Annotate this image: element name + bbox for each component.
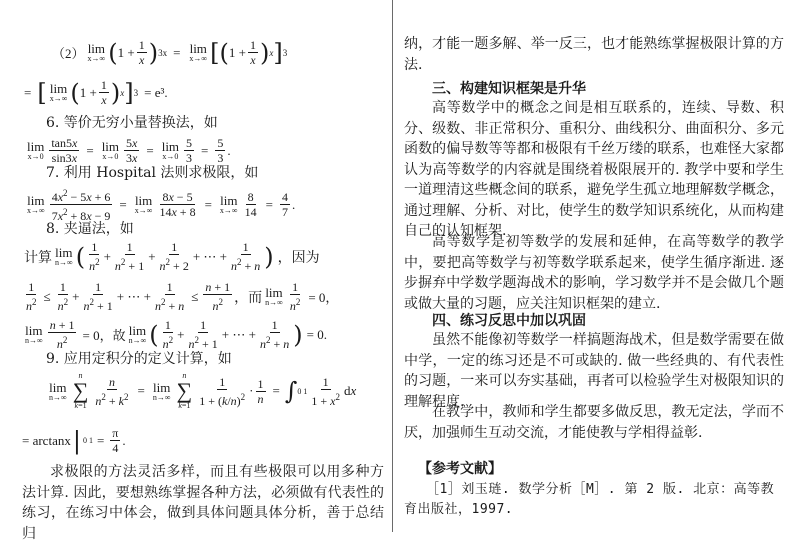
frac-8a-1: $\frac{1}{n^2}$ xyxy=(89,240,100,273)
lim-7a: lim x→∞ xyxy=(27,193,45,215)
equation-2-result: = e³. xyxy=(144,84,168,100)
frac-8b-3: $\frac{1}{n^2 + 1}$ xyxy=(83,280,113,313)
lim-sub-2: x→∞ xyxy=(189,54,208,63)
bracket-open: [ xyxy=(210,38,220,67)
lim-9a: lim n→∞ xyxy=(49,379,67,402)
section-4-paragraph-a: 虽然不能像初等数学一样搞题海战术，但是数学需要在做中学，一定的练习还是不可或缺的. 做一些经典的、有代表性的习题，一来可以夯实基础，再者可以检验学生对极限知识的理解程度. xyxy=(404,332,784,410)
frac-9b: $\frac{1}{1 + (k/n)^2}$ xyxy=(199,374,246,408)
eq-6c: = xyxy=(201,142,209,158)
equation-2-label: （2） xyxy=(52,46,85,61)
lim-6a: lim x→0 xyxy=(27,139,45,161)
exponent-3: 3 xyxy=(282,47,288,58)
item-6-formula xyxy=(24,136,231,165)
eq-7a: = xyxy=(119,196,127,212)
frac-7a: $\frac{4x^2 - 5x + 6}{7x^2 + 8x - 9}$ xyxy=(51,188,111,223)
item-8-inequality-line: $\frac{1}{n^2}$ ≤ $\frac{1}{n^2}$ + $\frac{1}{n^2 + 1}$ + ⋯ + $\frac{1}{n^2 + n}$ ≤ $\frac{n + 1}{n^2}$ ，而 lim n→∞ $\frac{1}{n^2}$ = 0， xyxy=(26,280,339,313)
frac-5-3-result: $\frac{5}{3}$ xyxy=(217,136,224,165)
item-7-heading: 7. 利用 Hospital 法则求极限，如 xyxy=(46,165,259,181)
bracket-open-2: [ xyxy=(37,78,47,107)
exponent-x: x xyxy=(269,47,274,58)
frac-8a-2: $\frac{1}{n^2 + 1}$ xyxy=(114,240,145,273)
lim-text: lim xyxy=(87,41,106,56)
item-8-heading: 8. 夹逼法，如 xyxy=(46,221,134,237)
lim-8a: lim n→∞ xyxy=(55,245,73,267)
exponent-3x: 3x xyxy=(158,47,168,58)
frac-8b-6: $\frac{1}{n^2}$ xyxy=(289,280,301,313)
item-9-result-line: = arctanx | 0 1 = $\frac{\pi}{4}$ . xyxy=(22,426,126,455)
equals-2: = xyxy=(24,84,32,100)
item-6-heading: 6. 等价无穷小量替换法，如 xyxy=(46,115,218,131)
frac-8c-3: $\frac{1}{n^2 + 1}$ xyxy=(188,318,218,351)
frac-8c-2: $\frac{1}{n^2}$ xyxy=(162,318,174,351)
paren-open-3: ( xyxy=(70,78,80,107)
exponent-x-2: x xyxy=(120,87,125,98)
sum-9b: n ∑ k=1 xyxy=(176,371,193,410)
item-8-ineq-end: = 0， xyxy=(308,290,339,305)
lim-7c: lim x→∞ xyxy=(219,193,238,215)
term-one: 1 + xyxy=(117,44,135,60)
equals: = xyxy=(173,44,181,60)
paren-close: ) xyxy=(148,38,159,67)
column-divider xyxy=(392,0,393,532)
lim-8c: lim n→∞ xyxy=(25,323,43,345)
paren-open: ( xyxy=(108,38,118,67)
frac-9a: $\frac{n}{n^2 + k^2}$ xyxy=(95,374,129,408)
item-9-formula: lim n→∞ n ∑ k=1 $\frac{n}{n^2 + k^2}$ = lim n→∞ n ∑ k=1 $\frac{1}{1 + (k/n)^2}$ · $\frac{1}{n}$ = ∫ 0 1 $\frac{1}{1 + x^2}$ dx xyxy=(49,371,357,410)
lim-6b-sub: x→0 xyxy=(102,152,119,161)
paren-open-2: ( xyxy=(219,38,229,67)
equation-2-line1 xyxy=(52,38,287,67)
item-9-heading: 9. 应用定积分的定义计算，如 xyxy=(46,351,232,367)
section-3-paragraph-b: 高等数学是初等数学的发展和延伸，在高等数学的教学中，要把高等数学与初等数学联系起来，使学生循序渐进. 逐步摒弃中学数学题海战术的影响，学习数学并不是会做几个题或做大量的习题，应关注知识框架的建立. xyxy=(404,234,784,312)
bracket-close-2: ] xyxy=(124,78,134,107)
frac-1-over-x-3: $\frac{1}{x}$ xyxy=(100,78,107,107)
left-column xyxy=(22,0,384,542)
lim-6c: lim x→0 xyxy=(161,139,180,161)
references-heading: 【参考文献】 xyxy=(418,461,502,477)
exponent-3-2: 3 xyxy=(133,87,139,98)
sum-9a: n ∑ k=1 xyxy=(72,371,89,410)
frac-5x-3x: $\frac{5x}{3x}$ xyxy=(126,136,138,165)
frac-8b-2: $\frac{1}{n^2}$ xyxy=(57,280,69,313)
frac-1-over-x-2: $\frac{1}{x}$ xyxy=(249,38,256,67)
lim-8b: lim n→∞ xyxy=(265,285,283,307)
lim-9b: lim n→∞ xyxy=(152,379,171,402)
lim-6c-sub: x→0 xyxy=(162,152,179,161)
frac-8a-3: $\frac{1}{n^2 + 2}$ xyxy=(159,240,189,273)
frac-8b-1: $\frac{1}{n^2}$ xyxy=(26,280,37,313)
item-8-calc-line: 计算 lim n→∞ ( $\frac{1}{n^2}$ + $\frac{1}{n^2 + 1}$ + $\frac{1}{n^2 + 2}$ + ⋯ + $\frac{1}{n^2 + n}$ ) ，因为 xyxy=(24,240,320,273)
bracket-close: ] xyxy=(273,38,283,67)
paren-8a-open: ( xyxy=(75,242,86,271)
section-4-paragraph-b: 在教学中，教师和学生都要多做反思，教无定法，学而不厌，加强师生互动交流，才能使教与学相得益彰. xyxy=(404,404,784,441)
frac-8-14: $\frac{8}{14}$ xyxy=(244,190,257,219)
eq-6a: = xyxy=(86,142,94,158)
item-8-line3-end: = 0. xyxy=(306,326,327,342)
equation-2-line2 xyxy=(24,78,168,107)
lim-sub: x→∞ xyxy=(87,54,106,63)
paren-8a-close: ) xyxy=(264,242,274,271)
frac-5-3: $\frac{5}{3}$ xyxy=(186,136,193,165)
eq-6b: = xyxy=(146,142,154,158)
eq-7b: = xyxy=(204,196,212,212)
frac-9c: $\frac{1}{n}$ xyxy=(257,376,264,406)
term-one-3: 1 + xyxy=(79,84,97,100)
eq-7c: = xyxy=(265,196,273,212)
section-3-paragraph-a: 高等数学中的概念之间是相互联系的，连续、导数、积分、级数、非正常积分、重积分、曲线积分、曲面积分、多元函数的偏导数等等都和极限有千丝万缕的联系，也难怪大家都认为高等数学的内容就是围绕着极限展开的. 教学中要和学生一道理清这些概念间的联系，避免学生孤立地理解数学概念，通过理解、分析、对比，使学生的数学知识系统化，从而构建自己的认知框架. xyxy=(404,100,784,239)
frac-4-7: $\frac{4}{7}$ xyxy=(281,190,288,219)
paren-close-2: ) xyxy=(259,38,270,67)
section-3-heading: 三、构建知识框架是升华 xyxy=(432,81,586,97)
lim-6b: lim x→0 xyxy=(101,139,120,161)
frac-8a-4: $\frac{1}{n^2 + n}$ xyxy=(231,240,261,273)
eval-bar: | xyxy=(72,426,81,455)
lim-text-3: lim xyxy=(49,81,68,96)
frac-8b-5: $\frac{n + 1}{n^2}$ xyxy=(205,280,231,313)
item-8-line3-mid: = 0，故 xyxy=(82,328,126,343)
frac-1-over-x: $\frac{1}{x}$ xyxy=(138,38,145,67)
lim-sub-3: x→∞ xyxy=(49,94,68,103)
lim-text-2: lim xyxy=(189,41,207,56)
section-4-heading: 四、练习反思中加以巩固 xyxy=(432,313,586,329)
frac-9d: $\frac{1}{1 + x^2}$ xyxy=(311,374,340,408)
paren-close-3: ) xyxy=(110,78,121,107)
item-8-calc-suffix: ，因为 xyxy=(277,249,320,266)
lim-8d: lim n→∞ xyxy=(128,323,147,345)
lim-7b: lim x→∞ xyxy=(134,193,153,215)
item-8-ineq-tail: ，而 xyxy=(234,289,263,306)
integral-sign: ∫ xyxy=(284,377,298,405)
frac-7b: $\frac{8x - 5}{14x + 8}$ xyxy=(159,190,196,219)
frac-pi-4: $\frac{\pi}{4}$ xyxy=(112,426,119,455)
term-one-2: 1 + xyxy=(228,44,246,60)
limit-operator-2 xyxy=(189,42,207,63)
period-6: . xyxy=(227,142,231,158)
lim-6a-sub: x→0 xyxy=(27,152,44,161)
frac-8c-1: $\frac{n + 1}{n^2}$ xyxy=(49,318,75,351)
right-top-paragraph: 纳，才能一题多解、举一反三，也才能熟练掌握极限计算的方法. xyxy=(404,36,784,73)
right-column xyxy=(404,0,784,532)
item-8-conclusion-line: lim n→∞ $\frac{n + 1}{n^2}$ = 0，故 lim n→∞ ( $\frac{1}{n^2}$ + $\frac{1}{n^2 + 1}$ + ⋯ + $\frac{1}{n^2 + n}$ ) = 0. xyxy=(25,318,327,351)
item-9-result: = arctanx xyxy=(22,432,71,448)
limit-operator xyxy=(88,42,106,63)
frac-8b-4: $\frac{1}{n^2 + n}$ xyxy=(154,280,185,313)
frac-8c-4: $\frac{1}{n^2 + n}$ xyxy=(259,318,290,351)
left-closing-paragraph: 求极限的方法灵活多样，而且有些极限可以用多种方法计算. 因此，要想熟练掌握各种方法，必须做有代表性的练习，在练习中体会，做到具体问题具体分析，善于总结归 xyxy=(22,464,384,542)
item-7-formula: lim x→∞ $\frac{4x^2 - 5x + 6}{7x^2 + 8x - 9}$ = lim x→∞ $\frac{8x - 5}{14x + 8}$ = lim x→∞ $\frac{8}{14}$ = $\frac{4}{7}$ . xyxy=(27,188,296,223)
item-8-calc-prefix: 计算 xyxy=(24,249,52,266)
frac-tan5x-sin3x: $\frac{\tan 5x}{\sin 3x}$ xyxy=(51,136,78,165)
limit-operator-3 xyxy=(50,82,68,103)
reference-1: ［1］刘玉琏. 数学分析［M］. 第 2 版. 北京：高等教育出版社，1997. xyxy=(404,482,775,517)
